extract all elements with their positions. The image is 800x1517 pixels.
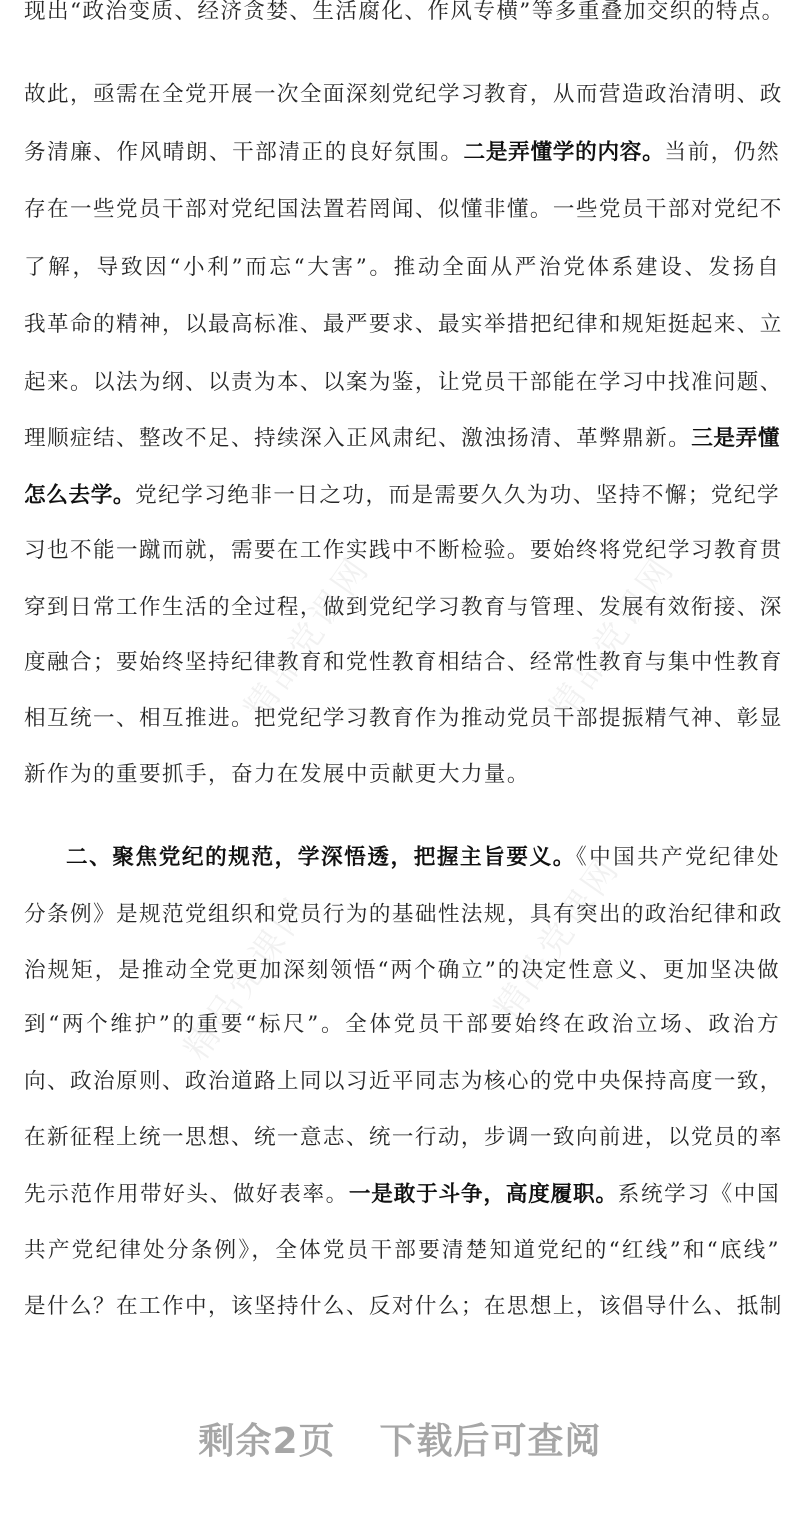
bold-heading-3-cont: 怎么去学。 <box>24 483 136 508</box>
paragraph-2-line-9: 习也不能一蹴而就，需要在工作实践中不断检验。要始终将党纪学习教育贯 <box>24 538 783 563</box>
paragraph-3-line-2: 分条例》是规范党组织和党员行为的基础性法规，具有突出的政治纪律和政 <box>24 902 783 927</box>
watermark-3: 精品党课网 <box>176 888 319 1068</box>
paragraph-1-line-1: 现出“政治变质、经济贪婪、生活腐化、作风专横”等多重叠加交织的特点。 <box>24 0 785 24</box>
paragraph-2-line-7: 理顺症结、整改不足、持续深入正风肃纪、激浊扬清、革弊鼎新。三是弄懂 <box>24 426 780 451</box>
download-prompt[interactable] <box>0 1414 800 1470</box>
paragraph-3-line-4: 到“两个维护”的重要“标尺”。全体党员干部要始终在政治立场、政治方 <box>24 1012 780 1037</box>
paragraph-3-line-5: 向、政治原则、政治道路上同以习近平同志为核心的党中央保持高度一致， <box>24 1069 783 1094</box>
paragraph-2-line-8: 怎么去学。党纪学习绝非一日之功，而是需要久久为功、坚持不懈；党纪学 <box>24 483 780 508</box>
bold-subheading-1: 一是敢于斗争，高度履职。 <box>348 1182 618 1207</box>
paragraph-3-line-9: 是什么？在工作中，该坚持什么、反对什么；在思想上，该倡导什么、抵制 <box>24 1294 783 1319</box>
paragraph-3-line-6: 在新征程上统一思想、统一意志、统一行动，步调一致向前进，以党员的率 <box>24 1125 783 1150</box>
paragraph-2-line-12: 相互统一、相互推进。把党纪学习教育作为推动党员干部提振精气神、彰显 <box>24 706 783 731</box>
paragraph-3-line-3: 治规矩，是推动全党更加深刻领悟“两个确立”的决定性意义、更加坚决做 <box>24 958 780 983</box>
remaining-pages-label: 剩余2页 <box>198 1421 336 1462</box>
watermark-1: 精品党课网 <box>236 548 379 728</box>
paragraph-2-line-13: 新作为的重要抓手，奋力在发展中贡献更大力量。 <box>24 762 530 787</box>
paragraph-3-line-7: 先示范作用带好头、做好表率。一是敢于斗争，高度履职。系统学习《中国 <box>24 1182 780 1207</box>
paragraph-2-line-3: 存在一些党员干部对党纪国法置若罔闻、似懂非懂。一些党员干部对党纪不 <box>24 197 783 222</box>
paragraph-2-line-1: 故此，亟需在全党开展一次全面深刻党纪学习教育，从而营造政治清明、政 <box>24 82 783 107</box>
paragraph-2-line-2: 务清廉、作风晴朗、干部清正的良好氛围。二是弄懂学的内容。当前，仍然 <box>24 140 780 165</box>
download-hint-label: 下载后可查阅 <box>379 1421 602 1462</box>
paragraph-3-line-8: 共产党纪律处分条例》，全体党员干部要清楚知道党纪的“红线”和“底线” <box>24 1238 780 1263</box>
bold-heading-3: 三是弄懂 <box>691 426 780 451</box>
paragraph-2-line-10: 穿到日常工作生活的全过程，做到党纪学习教育与管理、发展有效衔接、深 <box>24 595 783 620</box>
paragraph-2-line-5: 我革命的精神，以最高标准、最严要求、最实举措把纪律和规矩挺起来、立 <box>24 312 783 337</box>
paragraph-2-line-11: 度融合；要始终坚持纪律教育和党性教育相结合、经常性教育与集中性教育 <box>24 650 783 675</box>
watermark-4: 精品党课网 <box>486 848 629 1028</box>
paragraph-2-line-6: 起来。以法为纲、以责为本、以案为鉴，让党员干部能在学习中找准问题、 <box>24 370 783 395</box>
watermark-2: 精品党课网 <box>541 548 684 728</box>
paragraph-2-line-4: 了解，导致因“小利”而忘“大害”。推动全面从严治党体系建设、发扬自 <box>24 255 780 280</box>
paragraph-3-line-1: 二、聚焦党纪的规范，学深悟透，把握主旨要义。《中国共产党纪律处 <box>66 845 781 870</box>
section-heading-2: 二、聚焦党纪的规范，学深悟透，把握主旨要义。 <box>66 845 576 870</box>
bold-heading-2: 二是弄懂学的内容。 <box>463 140 665 165</box>
